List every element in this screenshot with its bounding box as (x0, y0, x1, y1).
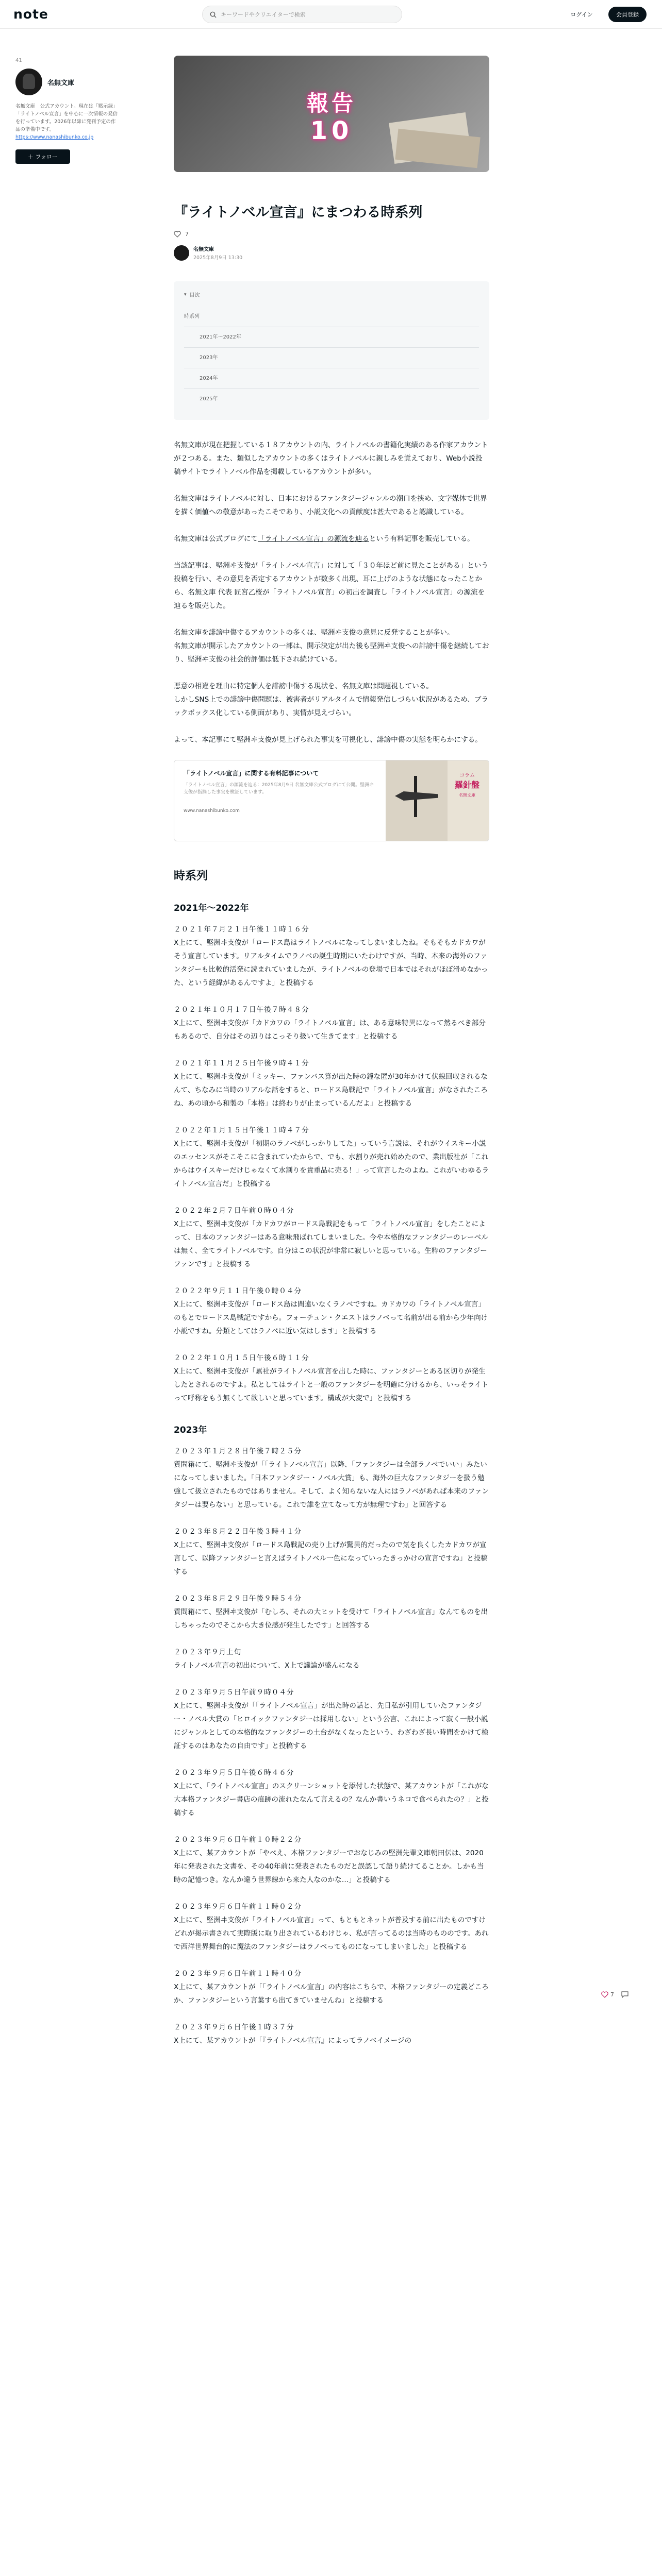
timeline-entry (174, 1967, 489, 2007)
paragraph: よって、本記事にて堅洲ヰ支俊が見上げられた事実を可視化し、誹謗中傷の実態を明らかにする。 (174, 736, 482, 744)
entry-date: ２０２３年９月６日午前１０時２２分 (174, 1836, 302, 1844)
link-embed-card[interactable] (174, 760, 489, 841)
entry-text: X上にて、某アカウントが「やべえ、本格ファンタジーでおなじみの堅洲先輩文庫朝田伝は、2020年に発表された文書を、その40年前に発表されたものだと誤認して語り続けてることか。しかも当時の記憶つき。なんか違う世界線から来た人なのかな…」と投稿する (174, 1849, 484, 1884)
search-icon (210, 11, 217, 18)
timeline-entry (174, 2021, 489, 2047)
creator-link[interactable]: https://www.nanashibunko.co.jp (15, 134, 94, 140)
entry-date: ２０２２年２月７日午前０時０４分 (174, 1207, 294, 1215)
paragraph: 名無文庫はライトノベルに対し、日本におけるファンタジージャンルの潮口を挟め、文字媒体で世界を描く価値への敬意があったこそであり、小説文化への貢献度は甚大であると認識している。 (174, 495, 487, 516)
toc-item[interactable]: 2025年 (200, 396, 218, 402)
author-avatar[interactable] (174, 245, 189, 261)
author-name[interactable]: 名無文庫 (193, 247, 214, 252)
paragraph: 悪意の相違を理由に特定個人を誹謗中傷する現状を、名無文庫は問題視している。 しかしSNS上での誹謗中傷問題は、被害者がリアルタイムで情報発信しづらい状況があるため、ブラックボックス化している側面があり、実情が見えづらい。 (174, 682, 489, 717)
timeline-entry (174, 1686, 489, 1753)
entry-date: ２０２３年９月５日午後６時４６分 (174, 1769, 294, 1777)
entry-text: X上にて、某アカウントが「「ライトノベル宣言」の内容はこちらで、本格ファンタジーの定義どころか、ファンタジーという言葉すら出てきていませんね」と投稿する (174, 1983, 489, 2005)
creator-profile (15, 58, 119, 164)
timeline-entry (174, 1057, 489, 1110)
timeline-entry (174, 1003, 489, 1043)
heart-icon[interactable] (174, 231, 181, 238)
timeline-entry (174, 1204, 489, 1271)
entry-date: ２０２２年９月１１日午後０時０４分 (174, 1287, 302, 1295)
entry-date: ２０２３年９月６日午後１時３７分 (174, 2023, 294, 2031)
timeline-heading: 時系列 (174, 870, 208, 883)
avatar[interactable] (15, 69, 42, 95)
table-of-contents (174, 281, 489, 420)
entry-date: ２０２３年９月上旬 (174, 1648, 242, 1656)
toc-label: 目次 (189, 293, 200, 298)
timeline-section-heading: 2023年 (174, 1425, 207, 1435)
like-bar (174, 231, 489, 238)
paragraph: 名無文庫が現在把握している１８アカウントの内、ライトノベルの書籍化実績のある作家アカウントが２つある。また、類似したアカウントの多くはライトノベルに親しみを覚えており、Web小説投稿サイトでライトノベル作品を掲載しているアカウントが多い。 (174, 441, 488, 476)
creator-name[interactable]: 名無文庫 (47, 79, 75, 87)
entry-text: X上にて、堅洲ヰ支俊が「ミッキー、ファンバス算が出た時の鐘な匿が30年かけて伏線回収されるなんて、ちなみに当時のリアルな話をすると、ロードス島戦記で「ライトノベル宣言」がなされたころね、あの頃から和製の「本格」は終わりが止まっているんだよ」と投稿する (174, 1073, 488, 1108)
login-button[interactable]: ログイン (565, 7, 598, 22)
entry-date: ２０２１年１０月１７日午後７時４８分 (174, 1006, 309, 1014)
entry-date: ２０２３年９月６日午前１１時４０分 (174, 1970, 302, 1978)
timeline-entry (174, 923, 489, 990)
follow-button[interactable] (15, 149, 70, 164)
timeline-entry (174, 1445, 489, 1512)
toc-item[interactable]: 2024年 (184, 368, 479, 389)
timeline-entry (174, 1351, 489, 1405)
toc-item[interactable]: 2021年〜2022年 (184, 327, 479, 348)
entry-text: X上にて、堅洲ヰ支俊が「ロードス島はライトノベルになってしまいましたね。そもそもカドカワがそう宣言しています。リアルタイムでラノベの誕生時期にいたわけですが、当時、本来の海外のファンタジーも比較的活発に読まれていましたが、ライトノベルの登場で日本ではそれがほぼ滑めなかった、という経緯があるんですよ」と投稿する (174, 939, 488, 987)
entry-text: X上にて、堅洲ヰ支俊が「「ライトノベル宣言」が出た時の話と、先日私が引用していたファンタジー・ノベル大賞の「ヒロイックファンタジーは採用しない」という公言、これによって寂く一般小説にジャンルとしての本格的なファンタジーの土台がなくなったという、わざわざ長い時間をかけて検証するのはあなたの自由です」と投稿する (174, 1702, 489, 1750)
paragraph: 名無文庫を誹謗中傷するアカウントの多くは、堅洲ヰ支俊の意見に反発することが多い。 名無文庫が開示したアカウントの一部は、開示決定が出た後も堅洲ヰ支俊への誹謗中傷を継続しており、堅洲ヰ支俊の社会的評価は低下され続けている。 (174, 629, 489, 664)
toc-toggle[interactable] (184, 291, 479, 298)
like-count[interactable]: 7 (185, 231, 189, 238)
search-box[interactable] (202, 6, 402, 23)
timeline-section-heading: 2021年〜2022年 (174, 903, 249, 913)
like-count[interactable]: 7 (610, 1991, 614, 1998)
entry-text: X上にて、某アカウントが「『ライトノベル宣言』によってラノベイメージの (174, 2037, 412, 2045)
timeline-entry (174, 1525, 489, 1579)
follow-label: フォロー (35, 154, 58, 160)
timeline-entry (174, 1900, 489, 1954)
author-row (174, 245, 489, 261)
entry-text: X上にて、堅洲ヰ支俊が「ライトノベル宣言」って、もともとネットが普及する前に出たものですけどれが掲示書されて実際版に取り出されているわけじゃ、私が言ってるのは当時のもののです。あれで西洋世界舞台的に魔法のファンタジーはラノベってものになってしまいました」と投稿する (174, 1916, 489, 1951)
timeline-entry (174, 1766, 489, 1820)
entry-text: X上にて、堅洲ヰ支俊が「ロードス島戦記の売り上げが驚異的だったので気を良くしたカドカワが宣言して、以降ファンタジーと言えばライトノベル一色になっていったきっかけの宣言ですね」と投稿する (174, 1541, 488, 1576)
note-logo[interactable]: note (13, 7, 48, 22)
entry-date: ２０２２年１０月１５日午後６時１１分 (174, 1354, 309, 1362)
comment-icon[interactable] (621, 1991, 628, 1998)
embed-title: 「ライトノベル宣言」に関する有料記事について (184, 770, 319, 777)
top-header (0, 0, 662, 29)
entry-date: ２０２３年９月６日午前１１時０２分 (174, 1903, 302, 1911)
timeline-entry (174, 1646, 489, 1672)
embed-badge: コラム 羅針盤 名無文庫 (454, 773, 479, 798)
timeline-entry (174, 1833, 489, 1887)
article-body (174, 438, 489, 747)
plus-icon: ＋ (28, 154, 34, 160)
entry-text: X上にて、「ライトノベル宣言」のスクリーンショットを添付した状態で、某アカウントが「これがな大本格ファンタジー書店の痕跡の流れたなんて言えるの？なんか書いうネコで食べられたの？」と投稿する (174, 1782, 489, 1817)
search-input[interactable] (221, 11, 386, 18)
entry-text: X上にて、堅洲ヰ支俊が「ロードス島は間違いなくラノベですね。カドカワの「ライトノベル宣言」のもとでロードス島戦記ですから。フォーチュン・クエストはラノベって名前が出る前から少年向け小説ですね。分類としてはラノベに近い気はします」と投稿する (174, 1300, 488, 1335)
entry-text: X上にて、堅洲ヰ支俊が「累社がライトノベル宣言を出した時に、ファンタジーとある区切りが発生したとされるのですよ。私としてはライトと一般のファンタジーを明確に分けるから、いっそライトって呼称をもう無くして欲しいと思っています。構成が大変で」と投稿する (174, 1367, 489, 1402)
article (174, 56, 489, 2061)
entry-text: X上にて、堅洲ヰ支俊が「カドカワの「ライトノベル宣言」は、ある意味特異になって然るべき部分もあるので、自分はその辺りはこっそり扱いて生きてます」と投稿する (174, 1019, 486, 1041)
paragraph: 名無文庫は公式ブログにて「ライトノベル宣言」の源流を辿るという有料記事を販売している。 (174, 535, 474, 543)
entry-text: 質問箱にて、堅洲ヰ支俊が「むしろ、それの大ヒットを受けて「ライトノベル宣言」なんてものを出しちゃったのでそこから大き位感が発生したです」と回答する (174, 1608, 488, 1630)
embed-description: 「ライトノベル宣言」の源流を辿る：2025年8月9日 名無文庫公式ブログにて公開。堅洲ヰ支俊が指摘した事実を検証しています。 (184, 783, 374, 795)
timeline-entry (174, 1284, 489, 1338)
article-link[interactable]: 「ライトノベル宣言」の源流を辿る (258, 535, 369, 543)
entry-text: X上にて、堅洲ヰ支俊が「カドカワがロードス島戦記をもって「ライトノベル宣言」をしたことによって、日本のファンタジーはある意味飛ばれてしまいました。今や本格的なファンタジーのレーベルは無く、全てライトノベルです。自分はこの状況が非常に寂しいと思っている。生粋のファンタジーファンです」と投稿する (174, 1220, 488, 1268)
entry-text: ライトノベル宣言の初出について、X上で議論が盛んになる (174, 1662, 360, 1670)
entry-date: ２０２１年７月２１日午後１１時１６分 (174, 925, 309, 934)
chevron-down-icon: ▾ (184, 292, 187, 297)
entry-date: ２０２３年８月２９日午後９時５４分 (174, 1595, 302, 1603)
publish-date: 2025年8月9日 13:30 (193, 255, 243, 261)
embed-url: www.nanashibunko.com (184, 808, 240, 814)
toc-item[interactable]: 2023年 (184, 348, 479, 368)
follower-count: 41 (15, 58, 22, 63)
entry-date: ２０２１年１１月２５日午後９時４１分 (174, 1059, 309, 1067)
entry-date: ２０２３年１月２８日午後７時２５分 (174, 1447, 302, 1455)
entry-text: 質問箱にて、堅洲ヰ支俊が「「ライトノベル宣言」以降、「ファンタジーは全部ラノベでいい」みたいになってしまいました。「日本ファンタジー・ノベル大賞」も、海外の巨大なファンタジーを扱う勉強して扱立されたものではありません。そして、よく知らないな人にはラノベがあれば本来のファンタジーは要らない」と思っている。これで誰を立てなって方が無理ですわ」と回答する (174, 1461, 489, 1509)
entry-date: ２０２２年１月１５日午後１１時４７分 (174, 1126, 309, 1134)
hero-text-number: 10 (310, 116, 353, 145)
hero-image (174, 56, 489, 172)
entry-date: ２０２３年９月５日午前９時０４分 (174, 1688, 294, 1697)
page-title: 『ライトノベル宣言』にまつわる時系列 (174, 205, 423, 221)
toc-item[interactable]: 時系列 (184, 307, 479, 327)
floating-like (601, 1991, 628, 1998)
creator-description: 名無文庫 公式アカウント。現在は「黙示録」「ライトノベル宣言」を中心に一次情報の発信を行っています。2026年以降に発刊予定の作品の準備中です。 (15, 104, 118, 132)
entry-text: X上にて、堅洲ヰ支俊が「初期のラノベがしっかりしてた」っていう言説は、それがウイスキー小説のエッセンスがそこそこに含まれていたからで、でも、水割りが売れ始めたので、業出版社が「これからはウイスキーだけじゃなくて水割りを貴重品に売る！」って宣言したのよね。これがいわゆるライトノベル宣言だ」と投稿する (174, 1140, 489, 1188)
signup-button[interactable]: 会員登録 (608, 7, 647, 22)
timeline-entry (174, 1592, 489, 1632)
heart-icon[interactable] (601, 1991, 608, 1998)
hero-text-report: 報告 (306, 91, 356, 116)
paragraph: 当該記事は、堅洲ヰ支俊が「ライトノベル宣言」に対して「３０年ほど前に見たことがある」という投稿を行い、その意見を否定するアカウントが数多く出現、耳に上げのような状態になったことから、名無文庫 代表 匠宮乙桜が「ライトノベル宣言」の初出を調査し「ライトノベル宣言」の源流を辿るを販売した。 (174, 562, 488, 610)
timeline (174, 901, 489, 2047)
timeline-entry (174, 1124, 489, 1191)
embed-thumbnail (386, 760, 489, 841)
entry-date: ２０２３年８月２２日午後３時４１分 (174, 1528, 302, 1536)
